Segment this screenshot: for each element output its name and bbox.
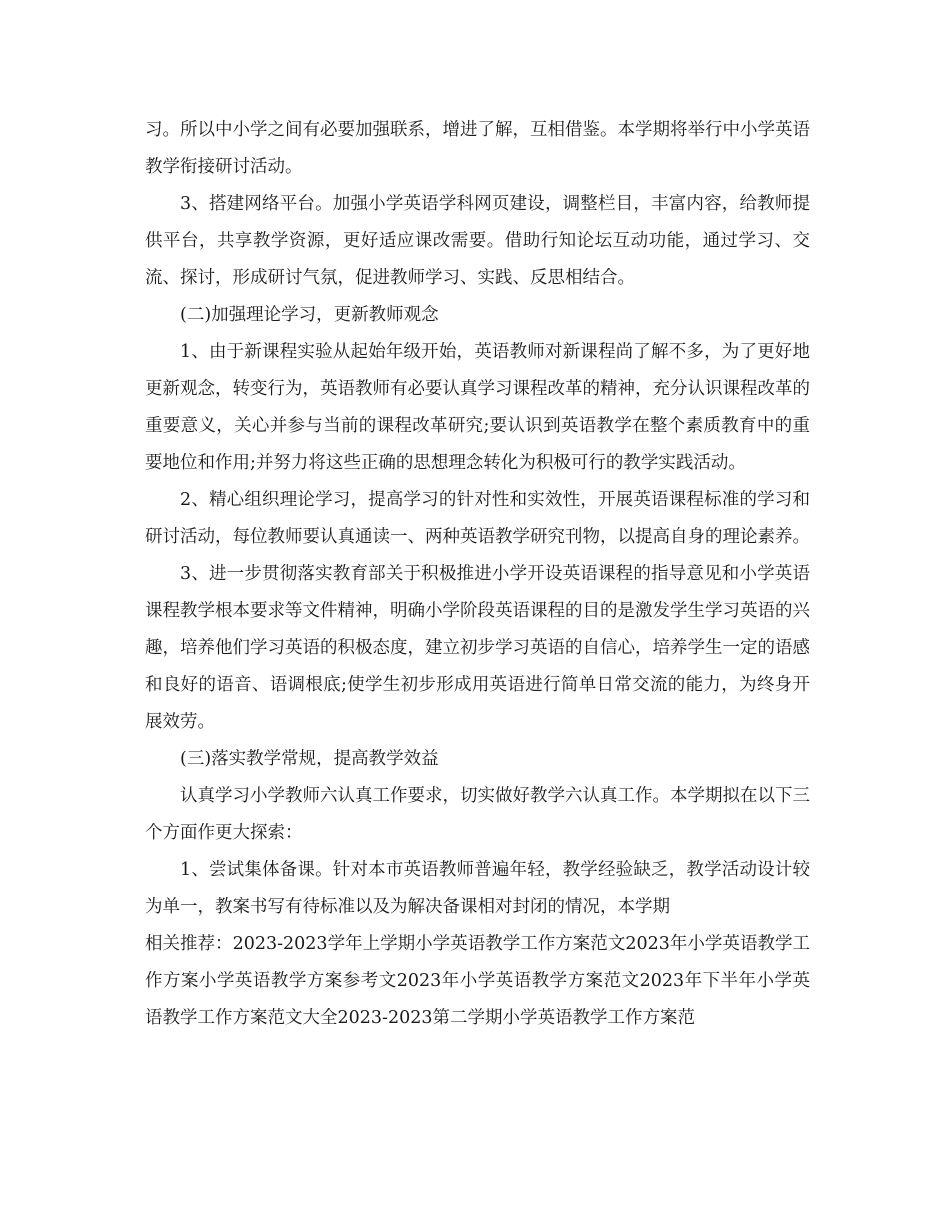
document-page — [145, 112, 810, 1037]
section-heading-theory: (二)加强理论学习，更新教师观念 — [180, 305, 439, 325]
paragraph-guidance: 3、进一步贯彻落实教育部关于积极推进小学开设英语课程的指导意见和小学英语课程教学根本要求等文件精神，明确小学阶段英语课程的目的是激发学生学习英语的兴趣，培养他们学习英语的积极态度，建立初步学习英语的自信心，培养学生一定的语感和良好的语音、语调根底;使学生初步形成用英语进行简单日常交流的能力，为终身开展效劳。 — [145, 564, 810, 732]
paragraph-continuation: 习。所以中小学之间有必要加强联系，增进了解，互相借鉴。本学期将举行中小学英语教学衔接研讨活动。 — [145, 120, 810, 177]
paragraph-collective-prep: 1、尝试集体备课。针对本市英语教师普遍年轻，教学经验缺乏，教学活动设计较为单一，教案书写有待标准以及为解决备课相对封闭的情况，本学期 — [145, 860, 810, 917]
section-heading-routine: (三)落实教学常规，提高教学效益 — [180, 749, 439, 769]
related-recommendations: 相关推荐：2023-2023学年上学期小学英语教学工作方案范文2023年小学英语教学工作方案小学英语教学方案参考文2023年小学英语教学方案范文2023年下半年小学英语教学工作方案范文大全2023-2023第二学期小学英语教学工作方案范 — [145, 934, 810, 1028]
paragraph-theory-study: 2、精心组织理论学习，提高学习的针对性和实效性，开展英语课程标准的学习和研讨活动，每位教师要认真通读一、两种英语教学研究刊物，以提高自身的理论素养。 — [145, 490, 810, 547]
paragraph-six-requirements: 认真学习小学教师六认真工作要求，切实做好教学六认真工作。本学期拟在以下三个方面作更大探索： — [145, 786, 810, 843]
paragraph-new-curriculum: 1、由于新课程实验从起始年级开始，英语教师对新课程尚了解不多，为了更好地更新观念，转变行为，英语教师有必要认真学习课程改革的精神，充分认识课程改革的重要意义，关心并参与当前的课程改革研究;要认识到英语教学在整个素质教育中的重要地位和作用;并努力将这些正确的思想理念转化为积极可行的教学实践活动。 — [145, 342, 810, 473]
paragraph-network-platform: 3、搭建网络平台。加强小学英语学科网页建设，调整栏目，丰富内容，给教师提供平台，共享教学资源，更好适应课改需要。借助行知论坛互动功能，通过学习、交流、探讨，形成研讨气氛，促进教师学习、实践、反思相结合。 — [145, 194, 810, 288]
